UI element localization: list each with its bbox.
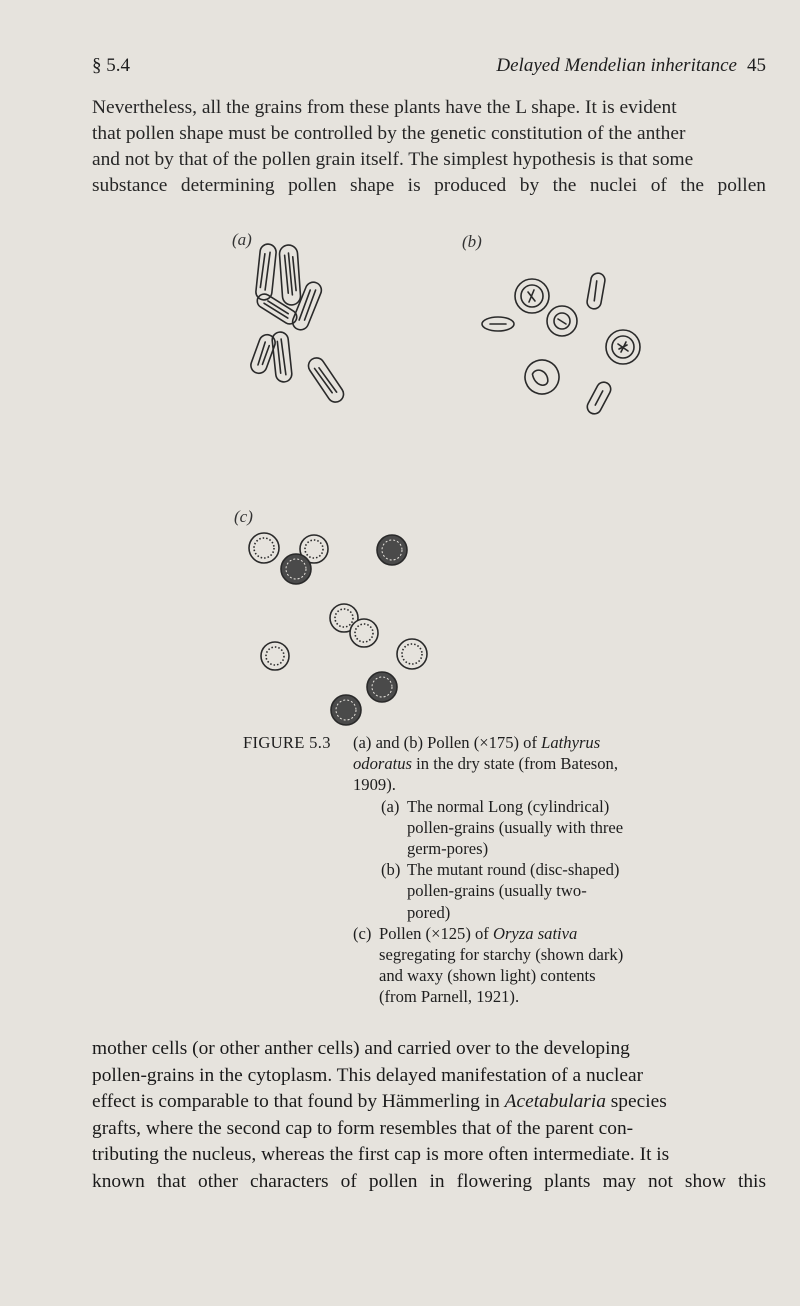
- caption-text: (a) and (b) Pollen (×175) of: [353, 733, 542, 752]
- item-tag: (c): [353, 923, 372, 943]
- item-text: segregating for starchy (shown dark) and waxy (shown light) contents (from Parnell, 1921).: [379, 945, 624, 1007]
- round-grain: [586, 272, 606, 310]
- caption-item-b: [381, 859, 625, 923]
- waxy-grain: [261, 642, 289, 670]
- starchy-grain: [367, 672, 397, 702]
- long-grain: [255, 243, 277, 300]
- caption-item-c: [353, 923, 625, 1008]
- text-line: that pollen shape must be controlled by the genetic constitution of the anther: [92, 123, 686, 144]
- text-line: pollen-grains in the cytoplasm. This delayed manifestation of a nuclear: [92, 1064, 644, 1086]
- waxy-grain: [397, 639, 427, 669]
- long-grain: [279, 244, 301, 305]
- text-line: known that other characters of pollen in flowering plants may not show this: [92, 1170, 766, 1192]
- round-grain: [520, 355, 564, 399]
- page-number: 45: [747, 55, 766, 76]
- item-text: The normal Long (cylindrical) pollen-grains (usually with three germ-pores): [407, 796, 624, 859]
- item-tag: (b): [381, 860, 401, 880]
- text-line: substance determining pollen shape is produced by the nuclei of the pollen: [92, 175, 766, 196]
- species-name: Acetabularia: [504, 1091, 606, 1113]
- caption-intro: [353, 732, 625, 796]
- text-line: and not by that of the pollen grain itself. The simplest hypothesis is that some: [92, 149, 694, 170]
- text-line: mother cells (or other anther cells) and carried over to the developing: [92, 1038, 630, 1059]
- species-name: Oryza sativa: [492, 923, 578, 943]
- long-grain: [305, 355, 346, 405]
- starchy-grain: [377, 535, 407, 565]
- waxy-grain: [249, 533, 279, 563]
- text-span: species: [605, 1091, 667, 1113]
- starchy-grain: [331, 695, 361, 725]
- text-line: grafts, where the second cap to form resembles that of the parent con-: [92, 1117, 634, 1139]
- section-number: § 5.4: [92, 55, 130, 76]
- panel-label-b: (b): [462, 232, 482, 251]
- item-tag: (a): [381, 796, 400, 816]
- round-grain: [547, 306, 577, 336]
- chapter-title: Delayed Mendelian inheritance: [496, 55, 737, 76]
- caption-body: [353, 732, 625, 1008]
- round-grain: [606, 330, 640, 364]
- round-grain: [585, 380, 613, 417]
- panel-c-rice-pollen: [249, 533, 427, 725]
- item-text: The mutant round (disc-shaped) pollen-grains (usually two-pored): [407, 860, 620, 922]
- panel-a-long-grains: [249, 243, 347, 405]
- paragraph-bottom: [92, 1036, 766, 1196]
- text-line: Nevertheless, all the grains from these plants have the L shape. It is evident: [92, 97, 677, 118]
- text-line: tributing the nucleus, whereas the first cap is more often intermediate. It is: [92, 1144, 670, 1166]
- caption-item-a: [381, 796, 625, 860]
- round-grain: [482, 317, 514, 331]
- text-span: effect is comparable to that found by Hämmerling in: [92, 1091, 505, 1113]
- caption-text: in the dry state (from Bateson, 1909).: [353, 754, 619, 795]
- panel-label-c: (c): [234, 507, 253, 526]
- waxy-grain: [350, 619, 378, 647]
- species-name: Lathyrus odoratus: [353, 733, 601, 774]
- panel-b-round-grains: [482, 272, 640, 416]
- round-grain: [515, 279, 549, 313]
- starchy-grain: [281, 554, 311, 584]
- text-line: [92, 1089, 766, 1116]
- item-text: Pollen (×125) of: [379, 923, 493, 943]
- figure-label: FIGURE 5.3: [243, 733, 331, 752]
- panel-label-a: (a): [232, 230, 252, 249]
